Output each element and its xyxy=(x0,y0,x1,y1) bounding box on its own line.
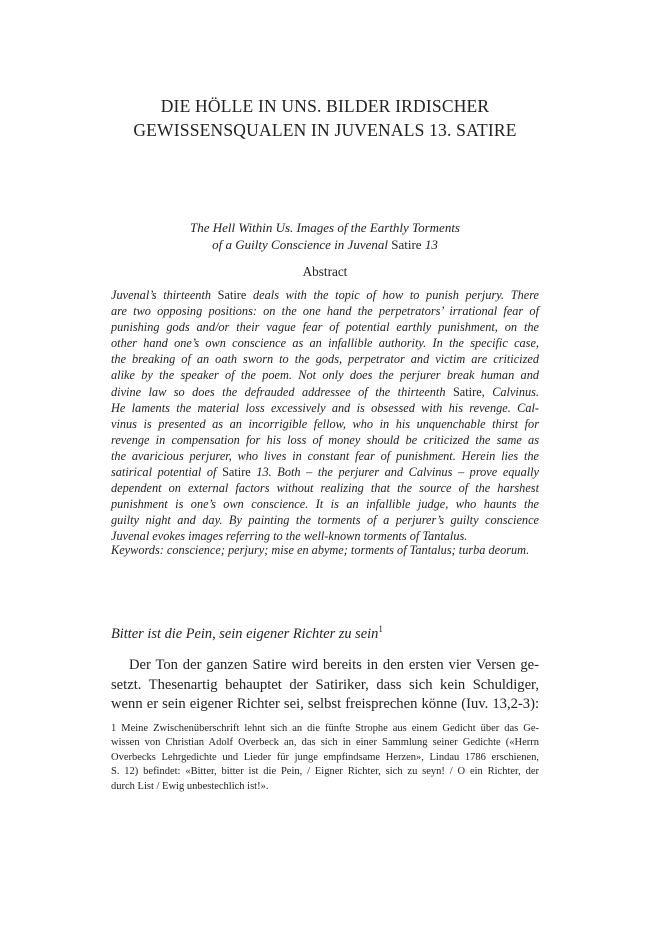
upright-word: Satire xyxy=(452,384,482,399)
abstract-line: satirical potential of Satire 13. Both – the perjurer and Calvinus – prove equally xyxy=(111,465,540,480)
title-line-1: DIE HÖLLE IN UNS. BILDER IRDISCHER xyxy=(160,96,490,116)
body-line: setzt. Thesenartig behauptet der Satiriker, dass sich kein Schuldiger, xyxy=(111,676,539,693)
footnote-line: 1 Meine Zwischenüberschrift lehnt sich an die fünfte Strophe aus einem Gedicht über das Ge- xyxy=(111,723,539,734)
abstract-line: the breaking of an oath sworn to the gods, perpetrator and victim are criticized xyxy=(111,352,539,367)
section-heading-text: Bitter ist die Pein, sein eigener Richter zu sein xyxy=(111,625,379,642)
body-line: wenn er sein eigener Richter sei, selbst freisprechen könne (Iuv. 13,2-3): xyxy=(111,696,539,712)
abstract-line: punishment is one’s own conscience. It is an infallible judge, who haunts the xyxy=(111,497,539,512)
footnote-line: Overbecks Lehrgedichte und Lieder für junge empfindsame Herzen», Lindau 1786 erschienen, xyxy=(111,751,539,763)
abstract-line: dependent on external factors without realizing that the source of the harshest xyxy=(111,481,539,496)
abstract-line: vinus is presented as an incorrigible fellow, who in his unquenchable thirst for xyxy=(111,416,539,431)
footnote xyxy=(111,722,539,794)
english-title-line-2: of a Guilty Conscience in Juvenal Satire 13 xyxy=(212,237,438,252)
abstract-line: punishing gods and/or their vague fear of potential earthly punishment, on the xyxy=(111,320,539,335)
abstract-line: are two opposing positions: on the one hand the perpetrators’ irrational fear of xyxy=(111,304,539,319)
english-title-satire-word: Satire xyxy=(391,237,422,252)
abstract-heading: Abstract xyxy=(302,264,348,279)
abstract-line: Juvenal’s thirteenth Satire deals with the topic of how to punish perjury. There xyxy=(111,288,539,302)
footnote-line: S. 12) befindet: «Bitter, bitter ist die Pein, / Eigner Richter, sich zu seyn! / O ein Richter, der xyxy=(111,766,539,778)
section-heading xyxy=(111,620,539,643)
footnote-line: durch List / Ewig unbestechlich ist!». xyxy=(111,780,269,792)
abstract-line: other hand one’s own conscience as an infallible authority. In the specific case, xyxy=(111,336,539,351)
abstract-line: alike by the speaker of the poem. Not only does the perjurer break human and xyxy=(111,368,539,383)
body-line: Der Ton der ganzen Satire wird bereits in den ersten vier Versen ge- xyxy=(129,657,539,673)
abstract-line: the avaricious perjurer, who lives in constant fear of punishment. Herein lies the xyxy=(111,448,539,463)
upright-word: Satire xyxy=(222,465,251,480)
abstract-text xyxy=(111,287,539,545)
abstract-line: He laments the material loss excessively and is obsessed with his revenge. Cal- xyxy=(111,400,539,415)
abstract-line: Juvenal evokes images referring to the well-known torments of Tantalus. xyxy=(111,529,468,544)
english-title xyxy=(0,219,650,253)
abstract-line: guilty night and day. By painting the torments of a perjurer’s guilty conscience xyxy=(111,513,539,528)
english-title-satire-number: 13 xyxy=(424,237,438,252)
title-line-2: GEWISSENSQUALEN IN JUVENALS 13. SATIRE xyxy=(133,120,517,140)
footnote-reference: 1 xyxy=(378,624,383,634)
upright-word: Satire xyxy=(217,288,247,302)
footnote-line: wissen von Christian Adolf Overbeck an, das sich in einer Sammlung seiner Gedichte («Herrn xyxy=(111,737,539,749)
abstract-line: divine law so does the defrauded addressee of the thirteenth Satire, Calvinus. xyxy=(111,384,539,399)
abstract-line: revenge in compensation for his loss of money should be criticized the same as xyxy=(111,432,539,447)
english-title-line-1: The Hell Within Us. Images of the Earthly Torments xyxy=(190,220,460,235)
keywords: Keywords: conscience; perjury; mise en abyme; torments of Tantalus; turba deorum. xyxy=(111,543,530,557)
body-paragraph xyxy=(111,656,539,715)
page-title xyxy=(0,94,650,142)
